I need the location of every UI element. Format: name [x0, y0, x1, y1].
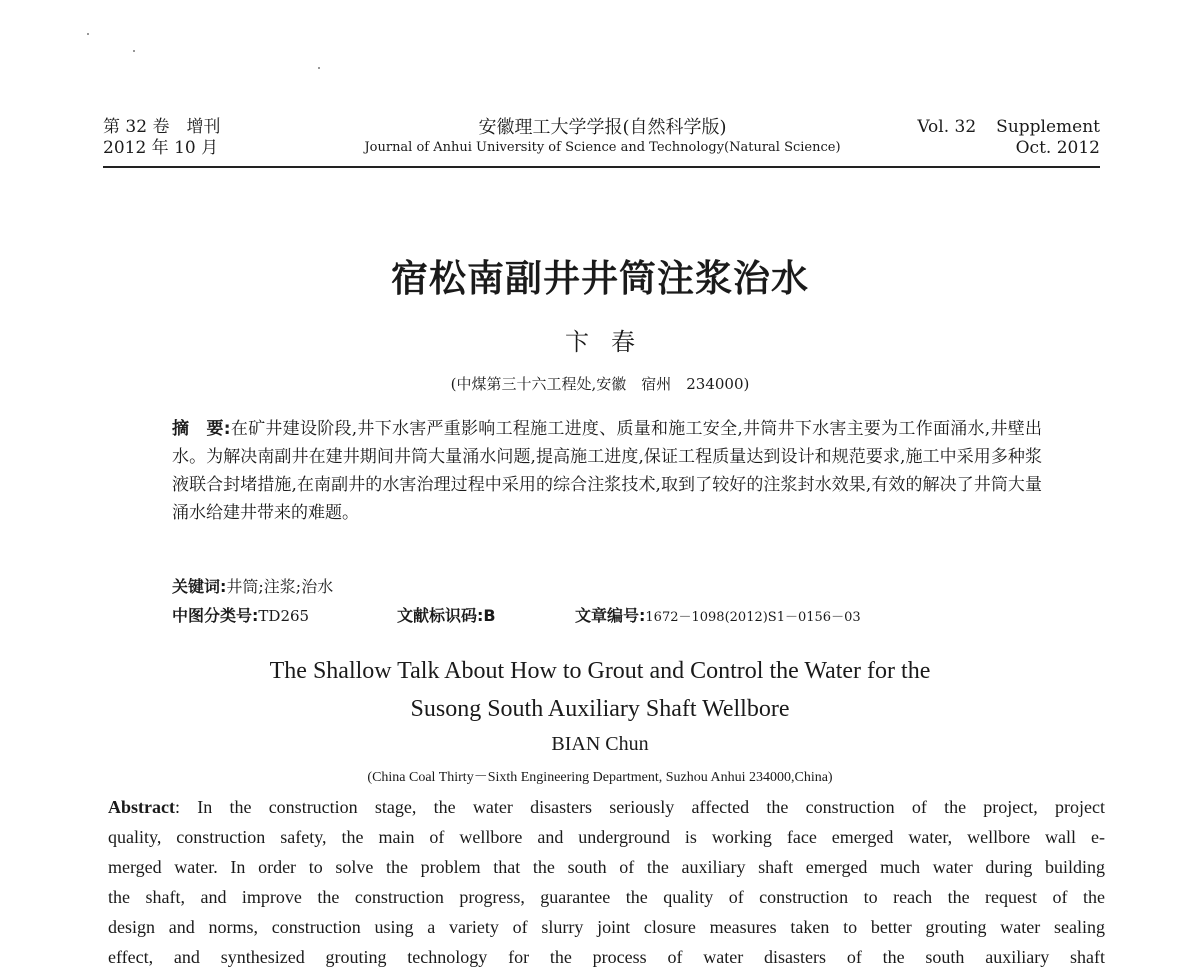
abstract-cn-text: 在矿井建设阶段,井下水害严重影响工程施工进度、质量和施工安全,井筒井下水害主要为工作面涌水,井壁出水。为解决南副井在建井期间井筒大量涌水问题,提高施工进度,保证工程质量达到设计和规范要求,施工中采用多种浆液联合封堵措施,在南副井的水害治理过程中采用的综合注浆技术,取到了较好的注浆封水效果,有效的解决了井筒大量涌水给建井带来的难题。: [172, 419, 1042, 523]
clc-value: TD265: [258, 607, 310, 625]
header-volume-cn: 第 32 卷 增刊: [103, 117, 221, 137]
doc-code-label: 文献标识码:: [397, 606, 484, 625]
header-volume-en: [917, 117, 1100, 159]
abstract-en-label: Abstract: [108, 797, 175, 817]
paper-title-en: [0, 652, 1200, 728]
journal-name-en: Journal of Anhui University of Science and Technology(Natural Science): [364, 140, 841, 155]
abstract-en-text: In the construction stage, the water disasters seriously affected the construction of the project, project: [197, 797, 1105, 817]
abstract-en-line: merged water. In order to solve the problem that the south of the auxiliary shaft emerged much water during building: [108, 857, 1105, 877]
scan-speck: [318, 67, 320, 69]
article-number: [575, 603, 861, 626]
abstract-en: [108, 792, 1105, 967]
abstract-cn: [172, 415, 1042, 527]
abstract-cn-label: 摘 要:: [172, 419, 231, 439]
abstract-en-line: effect, and synthesized grouting technology for the process of water disasters of the south auxiliary shaft: [108, 947, 1105, 967]
paper-title-en-line1: The Shallow Talk About How to Grout and Control the Water for the: [269, 658, 931, 684]
header-journal: [330, 117, 875, 157]
keywords-label: 关键词:: [172, 577, 227, 596]
abstract-en-line: [108, 792, 1105, 822]
abstract-en-line: design and norms, construction using a variety of slurry joint closure measures taken to better grouting water sealing: [108, 917, 1105, 937]
paper-title-en-line2: Susong South Auxiliary Shaft Wellbore: [410, 696, 790, 722]
header-date-cn: 2012 年 10 月: [103, 138, 219, 158]
header-supplement: Supplement: [996, 117, 1100, 137]
affiliation-cn: (中煤第三十六工程处,安徽 宿州 234000): [450, 375, 750, 393]
header-date-en: Oct. 2012: [1015, 138, 1100, 158]
article-no-value: 1672－1098(2012)S1－0156－03: [645, 610, 861, 625]
paper-title-cn: 宿松南副井井筒注浆治水: [391, 256, 809, 300]
classification-row: [172, 603, 1072, 626]
article-no-label: 文章编号:: [575, 606, 646, 625]
clc-number: [172, 603, 397, 626]
document-code: [397, 603, 575, 626]
header-volume-info: [103, 117, 220, 159]
clc-label: 中图分类号:: [172, 606, 259, 625]
keywords-cn: [172, 574, 333, 597]
author-cn: 卞春: [565, 328, 657, 356]
scan-speck: [133, 50, 135, 52]
affiliation-en: (China Coal Thirty－Sixth Engineering Department, Suzhou Anhui 234000,China): [367, 770, 833, 785]
abstract-en-sep: :: [174, 797, 198, 817]
journal-name-cn: 安徽理工大学学报(自然科学版): [478, 117, 727, 138]
abstract-en-line: the shaft, and improve the construction progress, guarantee the quality of construction to reach the request of the: [108, 887, 1105, 907]
scan-speck: [87, 33, 89, 35]
doc-code-value: B: [483, 606, 496, 625]
abstract-en-line: quality, construction safety, the main of wellbore and underground is working face emerged water, wellbore wall e-: [108, 827, 1105, 847]
header-rule: [103, 166, 1100, 168]
header-vol: Vol. 32: [917, 117, 977, 137]
author-en: BIAN Chun: [551, 733, 649, 755]
keywords-text: 井筒;注浆;治水: [226, 577, 334, 596]
